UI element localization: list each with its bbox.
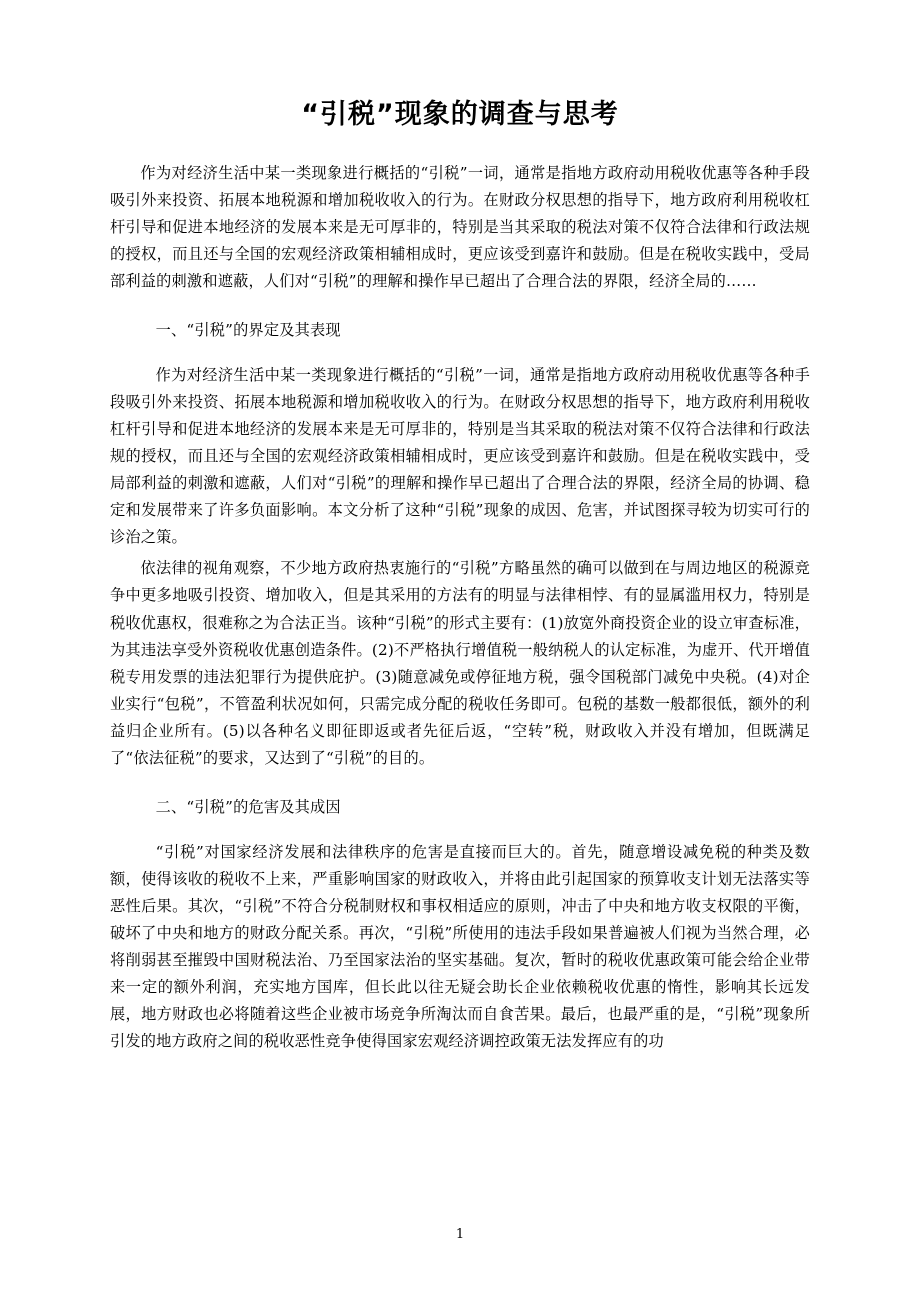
section-heading-2: 二、“引税”的危害及其成因 — [155, 797, 341, 816]
section-2-paragraph-1: “引税”对国家经济发展和法律秩序的危害是直接而巨大的。首先，随意增设减免税的种类及数额，使得该收的税收不上来，严重影响国家的财政收入，并将由此引起国家的预算收支计划无法落实等恶性后果。其次，“引税”不符合分税制财权和事权相适应的原则，冲击了中央和地方收支权限的平衡，破坏了中央和地方的财政分配关系。再次，“引税”所使用的违法手段如果普遍被人们视为当然合理，必将削弱甚至摧毁中国财税法治、乃至国家法治的坚实基础。复次，暂时的税收优惠政策可能会给企业带来一定的额外利润，充实地方国库，但长此以往无疑会助长企业依赖税收优惠的惰性，影响其长远发展，地方财政也必将随着这些企业被市场竞争所淘汰而自食苦果。最后，也最严重的是，“引税”现象所引发的地方政府之间的税收恶性竞争使得国家宏观经济调控政策无法发挥应有的功 — [110, 842, 810, 1051]
section-heading-1: 一、“引税”的界定及其表现 — [155, 321, 341, 340]
page-title: “引税”现象的调查与思考 — [301, 99, 619, 130]
section-1-paragraph-2: 依法律的视角观察，不少地方政府热衷施行的“引税”方略虽然的确可以做到在与周边地区的税源竞争中更多地吸引投资、增加收入，但是其采用的方法有的明显与法律相悖、有的显属滥用权力，特别是税收优惠权，很难称之为合法正当。该种“引税”的形式主要有：(1)放宽外商投资企业的设立审查标准，为其违法享受外资税收优惠创造条件。(2)不严格执行增值税一般纳税人的认定标准，为虚开、代开增值税专用发票的违法犯罪行为提供庇护。(3)随意减免或停征地方税，强令国税部门减免中央税。(4)对企业实行“包税”，不管盈利状况如何，只需完成分配的税收任务即可。包税的基数一般都很低，额外的利益归企业所有。(5)以各种名义即征即返或者先征后返，“空转”税，财政收入并没有增加，但既满足了“依法征税”的要求，又达到了“引税”的目的。 — [110, 559, 810, 767]
section-1-paragraph-1: 作为对经济生活中某一类现象进行概括的“引税”一词，通常是指地方政府动用税收优惠等各种手段吸引外来投资、拓展本地税源和增加税收收入的行为。在财政分权思想的指导下，地方政府利用税收杠杆引导和促进本地经济的发展本来是无可厚非的，特别是当其采取的税法对策不仅符合法律和行政法规的授权，而且还与全国的宏观经济政策相辅相成时，更应该受到嘉许和鼓励。但是在税收实践中，受局部利益的刺激和遮蔽，人们对“引税”的理解和操作早已超出了合理合法的界限，经济全局的协调、稳定和发展带来了许多负面影响。本文分析了这种“引税”现象的成因、危害，并试图探寻较为切实可行的诊治之策。 — [110, 366, 810, 547]
page-number: 1 — [455, 1227, 465, 1242]
abstract-paragraph: 作为对经济生活中某一类现象进行概括的“引税”一词，通常是指地方政府动用税收优惠等各种手段吸引外来投资、拓展本地税源和增加税收收入的行为。在财政分权思想的指导下，地方政府利用税收杠杆引导和促进本地经济的发展本来是无可厚非的，特别是当其采取的税法对策不仅符合法律和行政法规的授权，而且还与全国的宏观经济政策相辅相成时，更应该受到嘉许和鼓励。但是在税收实践中，受局部利益的刺激和遮蔽，人们对“引税”的理解和操作早已超出了合理合法的界限，经济全局的…… — [110, 163, 810, 290]
